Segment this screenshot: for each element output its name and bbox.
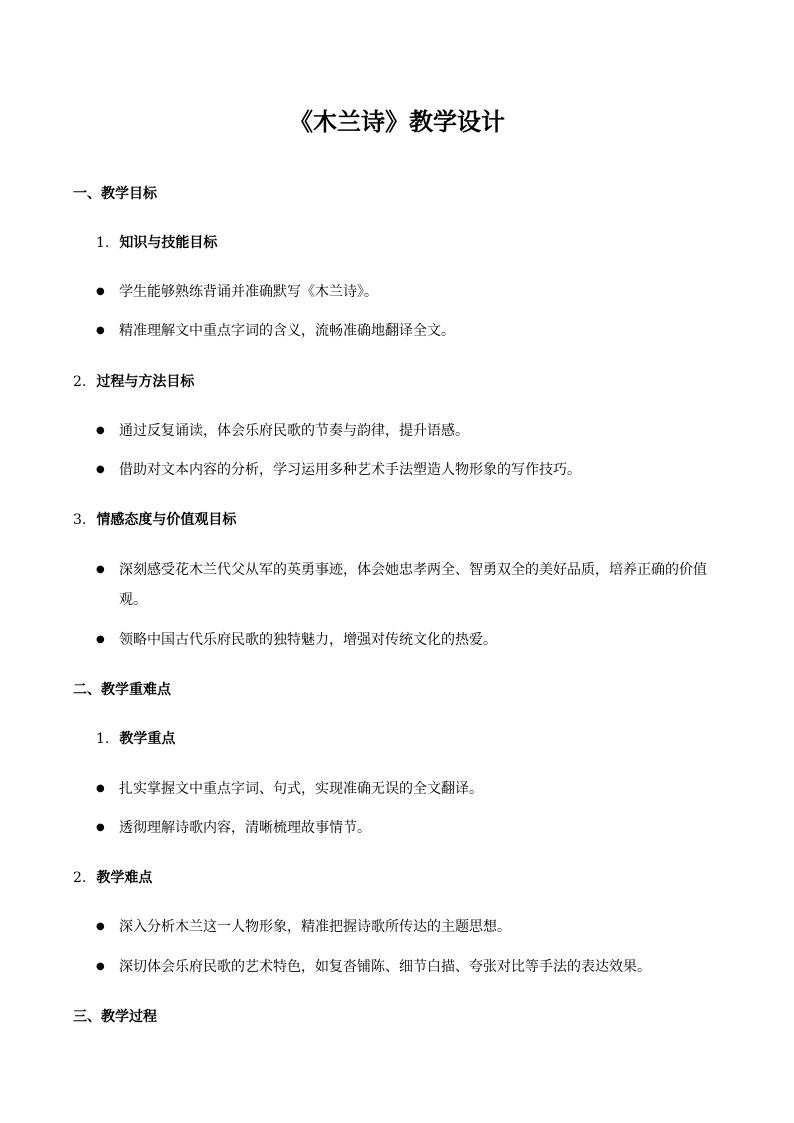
bullet-marker: ● (96, 783, 105, 794)
subsection-title: 过程与方法目标 (96, 374, 195, 390)
subsection-heading-knowledge-skills (96, 233, 217, 253)
section-heading-teaching-process: 三、教学过程 (73, 1009, 157, 1025)
list-item-text: 深入分析木兰这一人物形象，精准把握诗歌所传达的主题思想。 (119, 919, 511, 935)
list-item (96, 555, 726, 615)
subsection-number: 2. (73, 870, 87, 886)
subsection-heading-emotion-values (73, 510, 236, 530)
bullet-marker: ● (96, 564, 105, 575)
list-item (96, 625, 726, 655)
list-item (96, 912, 726, 942)
list-item-text: 通过反复诵读，体会乐府民歌的节奏与韵律，提升语感。 (119, 423, 469, 439)
list-item (96, 952, 726, 982)
bullet-marker: ● (96, 425, 105, 436)
list-item (96, 813, 726, 843)
list-item-text: 深刻感受花木兰代父从军的英勇事迹，体会她忠孝两全、智勇双全的美好品质，培养正确的价值观。 (119, 562, 707, 608)
list-item-text: 透彻理解诗歌内容，清晰梳理故事情节。 (119, 820, 371, 836)
subsection-number: 1. (96, 731, 110, 747)
list-item-text: 领略中国古代乐府民歌的独特魅力，增强对传统文化的热爱。 (119, 632, 497, 648)
document-title: 《木兰诗》教学设计 (289, 108, 505, 136)
subsection-number: 3. (73, 512, 87, 528)
bullet-marker: ● (96, 286, 105, 297)
bullet-marker: ● (96, 961, 105, 972)
bullet-marker: ● (96, 325, 105, 336)
bullet-marker: ● (96, 634, 105, 645)
section-heading-key-difficulties: 二、教学重难点 (73, 682, 171, 698)
bullet-marker: ● (96, 822, 105, 833)
list-item-text: 学生能够熟练背诵并准确默写《木兰诗》。 (119, 284, 378, 300)
subsection-heading-process-methods (73, 372, 194, 392)
list-item (96, 455, 726, 485)
section-heading-objectives: 一、教学目标 (73, 186, 157, 202)
subsection-heading-teaching-difficulty (73, 868, 152, 888)
bullet-marker: ● (96, 464, 105, 475)
subsection-number: 1. (96, 235, 110, 251)
subsection-title: 情感态度与价值观目标 (96, 512, 237, 528)
list-item (96, 316, 726, 346)
list-item (96, 416, 726, 446)
subsection-heading-teaching-focus (96, 729, 175, 749)
subsection-title: 教学难点 (96, 870, 153, 886)
list-item (96, 277, 726, 307)
list-item (96, 774, 726, 804)
list-item-text: 借助对文本内容的分析，学习运用多种艺术手法塑造人物形象的写作技巧。 (119, 462, 581, 478)
subsection-number: 2. (73, 374, 87, 390)
list-item-text: 扎实掌握文中重点字词、句式，实现准确无误的全文翻译。 (119, 781, 483, 797)
subsection-title: 教学重点 (119, 731, 176, 747)
subsection-title: 知识与技能目标 (119, 235, 218, 251)
list-item-text: 精准理解文中重点字词的含义，流畅准确地翻译全文。 (119, 323, 455, 339)
list-item-text: 深切体会乐府民歌的艺术特色，如复沓铺陈、细节白描、夸张对比等手法的表达效果。 (119, 959, 651, 975)
bullet-marker: ● (96, 921, 105, 932)
